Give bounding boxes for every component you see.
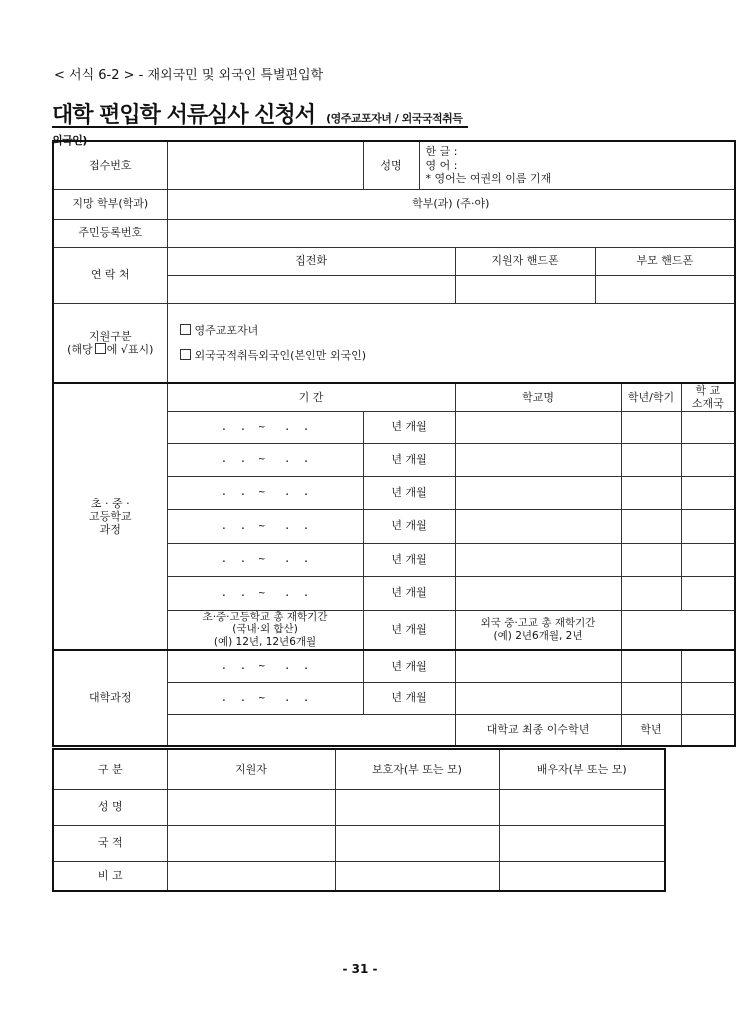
school-name-field[interactable] — [455, 543, 621, 576]
total-foreign-field[interactable] — [621, 610, 735, 650]
grade-field[interactable] — [621, 576, 681, 610]
period-duration[interactable]: 년 개월 — [363, 509, 455, 543]
secondary-label-line2: 고등학교 — [89, 509, 132, 523]
option-foreign-national[interactable] — [180, 349, 733, 362]
grade-field[interactable] — [621, 443, 681, 476]
contact-home-header: 집전화 — [167, 247, 455, 275]
school-name-field[interactable] — [455, 576, 621, 610]
name-field[interactable] — [419, 141, 735, 189]
school-name-field[interactable] — [455, 411, 621, 443]
total-foreign-line2: (예) 2년6개월, 2년 — [493, 629, 583, 642]
apply-type-hint-b: 에 √표시) — [106, 342, 154, 356]
applicant-header: 지원자 — [167, 749, 335, 789]
country-header-line1: 학 교 — [695, 384, 721, 398]
blank-cell — [167, 714, 455, 746]
applicant-name-field[interactable] — [167, 789, 335, 825]
form-header: < 서식 6-2 > - 재외국민 및 외국인 특별편입학 — [54, 68, 324, 83]
name-note: * 영어는 여권의 이름 기재 — [425, 171, 552, 185]
apply-type-options — [167, 303, 735, 383]
page-title: 대학 편입학 서류심사 신청서 — [52, 103, 316, 128]
period-duration[interactable]: 년 개월 — [363, 411, 455, 443]
option-permanent-resident-label: 영주교포자녀 — [194, 323, 259, 337]
guardian-name-field[interactable] — [335, 789, 499, 825]
period-dates[interactable]: . . ~ . . — [167, 443, 363, 476]
apply-type-hint-a: (해당 — [67, 342, 93, 356]
checkbox-icon[interactable] — [180, 349, 191, 360]
school-name-field[interactable] — [455, 682, 621, 714]
major-label: 지망 학부(학과) — [53, 189, 167, 219]
guardian-remarks-field[interactable] — [335, 861, 499, 891]
period-dates[interactable]: . . ~ . . — [167, 411, 363, 443]
row-name-label: 성 명 — [53, 789, 167, 825]
period-duration[interactable]: 년 개월 — [363, 443, 455, 476]
period-header: 기 간 — [167, 383, 455, 411]
name-korean: 한 글 : — [425, 145, 458, 159]
resident-number-field[interactable] — [167, 219, 735, 247]
country-field[interactable] — [681, 650, 735, 682]
grade-field[interactable] — [621, 650, 681, 682]
option-permanent-resident[interactable] — [180, 324, 733, 337]
applicant-remarks-field[interactable] — [167, 861, 335, 891]
grade-field[interactable] — [621, 682, 681, 714]
page-number: - 31 - — [342, 962, 378, 976]
checkbox-icon[interactable] — [180, 324, 191, 335]
total-domestic-line3: (예) 12년, 12년6개월 — [213, 636, 317, 649]
total-foreign-line1: 외국 중·고교 총 재학기간 — [480, 617, 596, 630]
blank-cell — [681, 714, 735, 746]
total-domestic-line1: 초·중·고등학교 총 재학기간 — [202, 610, 328, 623]
contact-home-field[interactable] — [167, 275, 455, 303]
spouse-remarks-field[interactable] — [499, 861, 665, 891]
country-field[interactable] — [681, 476, 735, 509]
school-name-field[interactable] — [455, 509, 621, 543]
total-domestic-field[interactable]: 년 개월 — [363, 610, 455, 650]
spouse-name-field[interactable] — [499, 789, 665, 825]
title-underline — [52, 126, 468, 128]
country-field[interactable] — [681, 509, 735, 543]
period-dates[interactable]: . . ~ . . — [167, 509, 363, 543]
contact-label: 연 락 처 — [53, 247, 167, 303]
grade-field[interactable] — [621, 476, 681, 509]
option-foreign-national-label: 외국국적취득외국인(본인만 외국인) — [194, 348, 366, 362]
country-field[interactable] — [681, 411, 735, 443]
resident-number-label: 주민등록번호 — [53, 219, 167, 247]
name-label: 성명 — [363, 141, 419, 189]
school-name-field[interactable] — [455, 476, 621, 509]
secondary-label-line1: 초 · 중 · — [90, 496, 130, 510]
contact-parent-header: 부모 핸드폰 — [595, 247, 735, 275]
spouse-nationality-field[interactable] — [499, 825, 665, 861]
final-year-field[interactable]: 학년 — [621, 714, 681, 746]
guardian-nationality-field[interactable] — [335, 825, 499, 861]
university-label: 대학과정 — [53, 650, 167, 746]
total-domestic-label — [167, 610, 363, 650]
period-duration[interactable]: 년 개월 — [363, 476, 455, 509]
country-field[interactable] — [681, 443, 735, 476]
school-name-field[interactable] — [455, 650, 621, 682]
school-name-field[interactable] — [455, 443, 621, 476]
checkbox-icon — [95, 343, 106, 354]
row-remarks-label: 비 고 — [53, 861, 167, 891]
country-header-line2: 소재국 — [691, 397, 724, 411]
major-field[interactable]: 학부(과) (주·야) — [167, 189, 735, 219]
country-field[interactable] — [681, 543, 735, 576]
period-dates[interactable]: . . ~ . . — [167, 576, 363, 610]
application-table — [52, 140, 736, 747]
period-dates[interactable]: . . ~ . . — [167, 650, 363, 682]
spouse-header: 배우자(부 또는 모) — [499, 749, 665, 789]
row-nationality-label: 국 적 — [53, 825, 167, 861]
final-year-label: 대학교 최종 이수학년 — [455, 714, 621, 746]
secondary-label-line3: 과정 — [99, 523, 121, 537]
period-duration[interactable]: 년 개월 — [363, 682, 455, 714]
country-header — [681, 383, 735, 411]
total-domestic-line2: (국내·외 합산) — [232, 623, 298, 636]
receipt-number-field[interactable] — [167, 141, 363, 189]
period-duration[interactable]: 년 개월 — [363, 543, 455, 576]
name-english: 영 어 : — [425, 158, 458, 172]
apply-type-title: 지원구분 — [89, 329, 132, 343]
applicant-nationality-field[interactable] — [167, 825, 335, 861]
contact-mobile-field[interactable] — [455, 275, 595, 303]
grade-field[interactable] — [621, 411, 681, 443]
secondary-school-label — [53, 383, 167, 650]
period-duration[interactable]: 년 개월 — [363, 576, 455, 610]
contact-parent-field[interactable] — [595, 275, 735, 303]
receipt-label: 접수번호 — [53, 141, 167, 189]
school-name-header: 학교명 — [455, 383, 621, 411]
family-table — [52, 748, 666, 892]
period-duration[interactable]: 년 개월 — [363, 650, 455, 682]
category-header: 구 분 — [53, 749, 167, 789]
grade-field[interactable] — [621, 509, 681, 543]
period-dates[interactable]: . . ~ . . — [167, 543, 363, 576]
guardian-header: 보호자(부 또는 모) — [335, 749, 499, 789]
contact-mobile-header: 지원자 핸드폰 — [455, 247, 595, 275]
period-dates[interactable]: . . ~ . . — [167, 476, 363, 509]
grade-field[interactable] — [621, 543, 681, 576]
country-field[interactable] — [681, 682, 735, 714]
page-subtitle: (영주교포자녀 / 외국국적취득외국인) — [52, 112, 463, 147]
period-dates[interactable]: . . ~ . . — [167, 682, 363, 714]
grade-header: 학년/학기 — [621, 383, 681, 411]
country-field[interactable] — [681, 576, 735, 610]
apply-type-label — [53, 303, 167, 383]
total-foreign-label — [455, 610, 621, 650]
